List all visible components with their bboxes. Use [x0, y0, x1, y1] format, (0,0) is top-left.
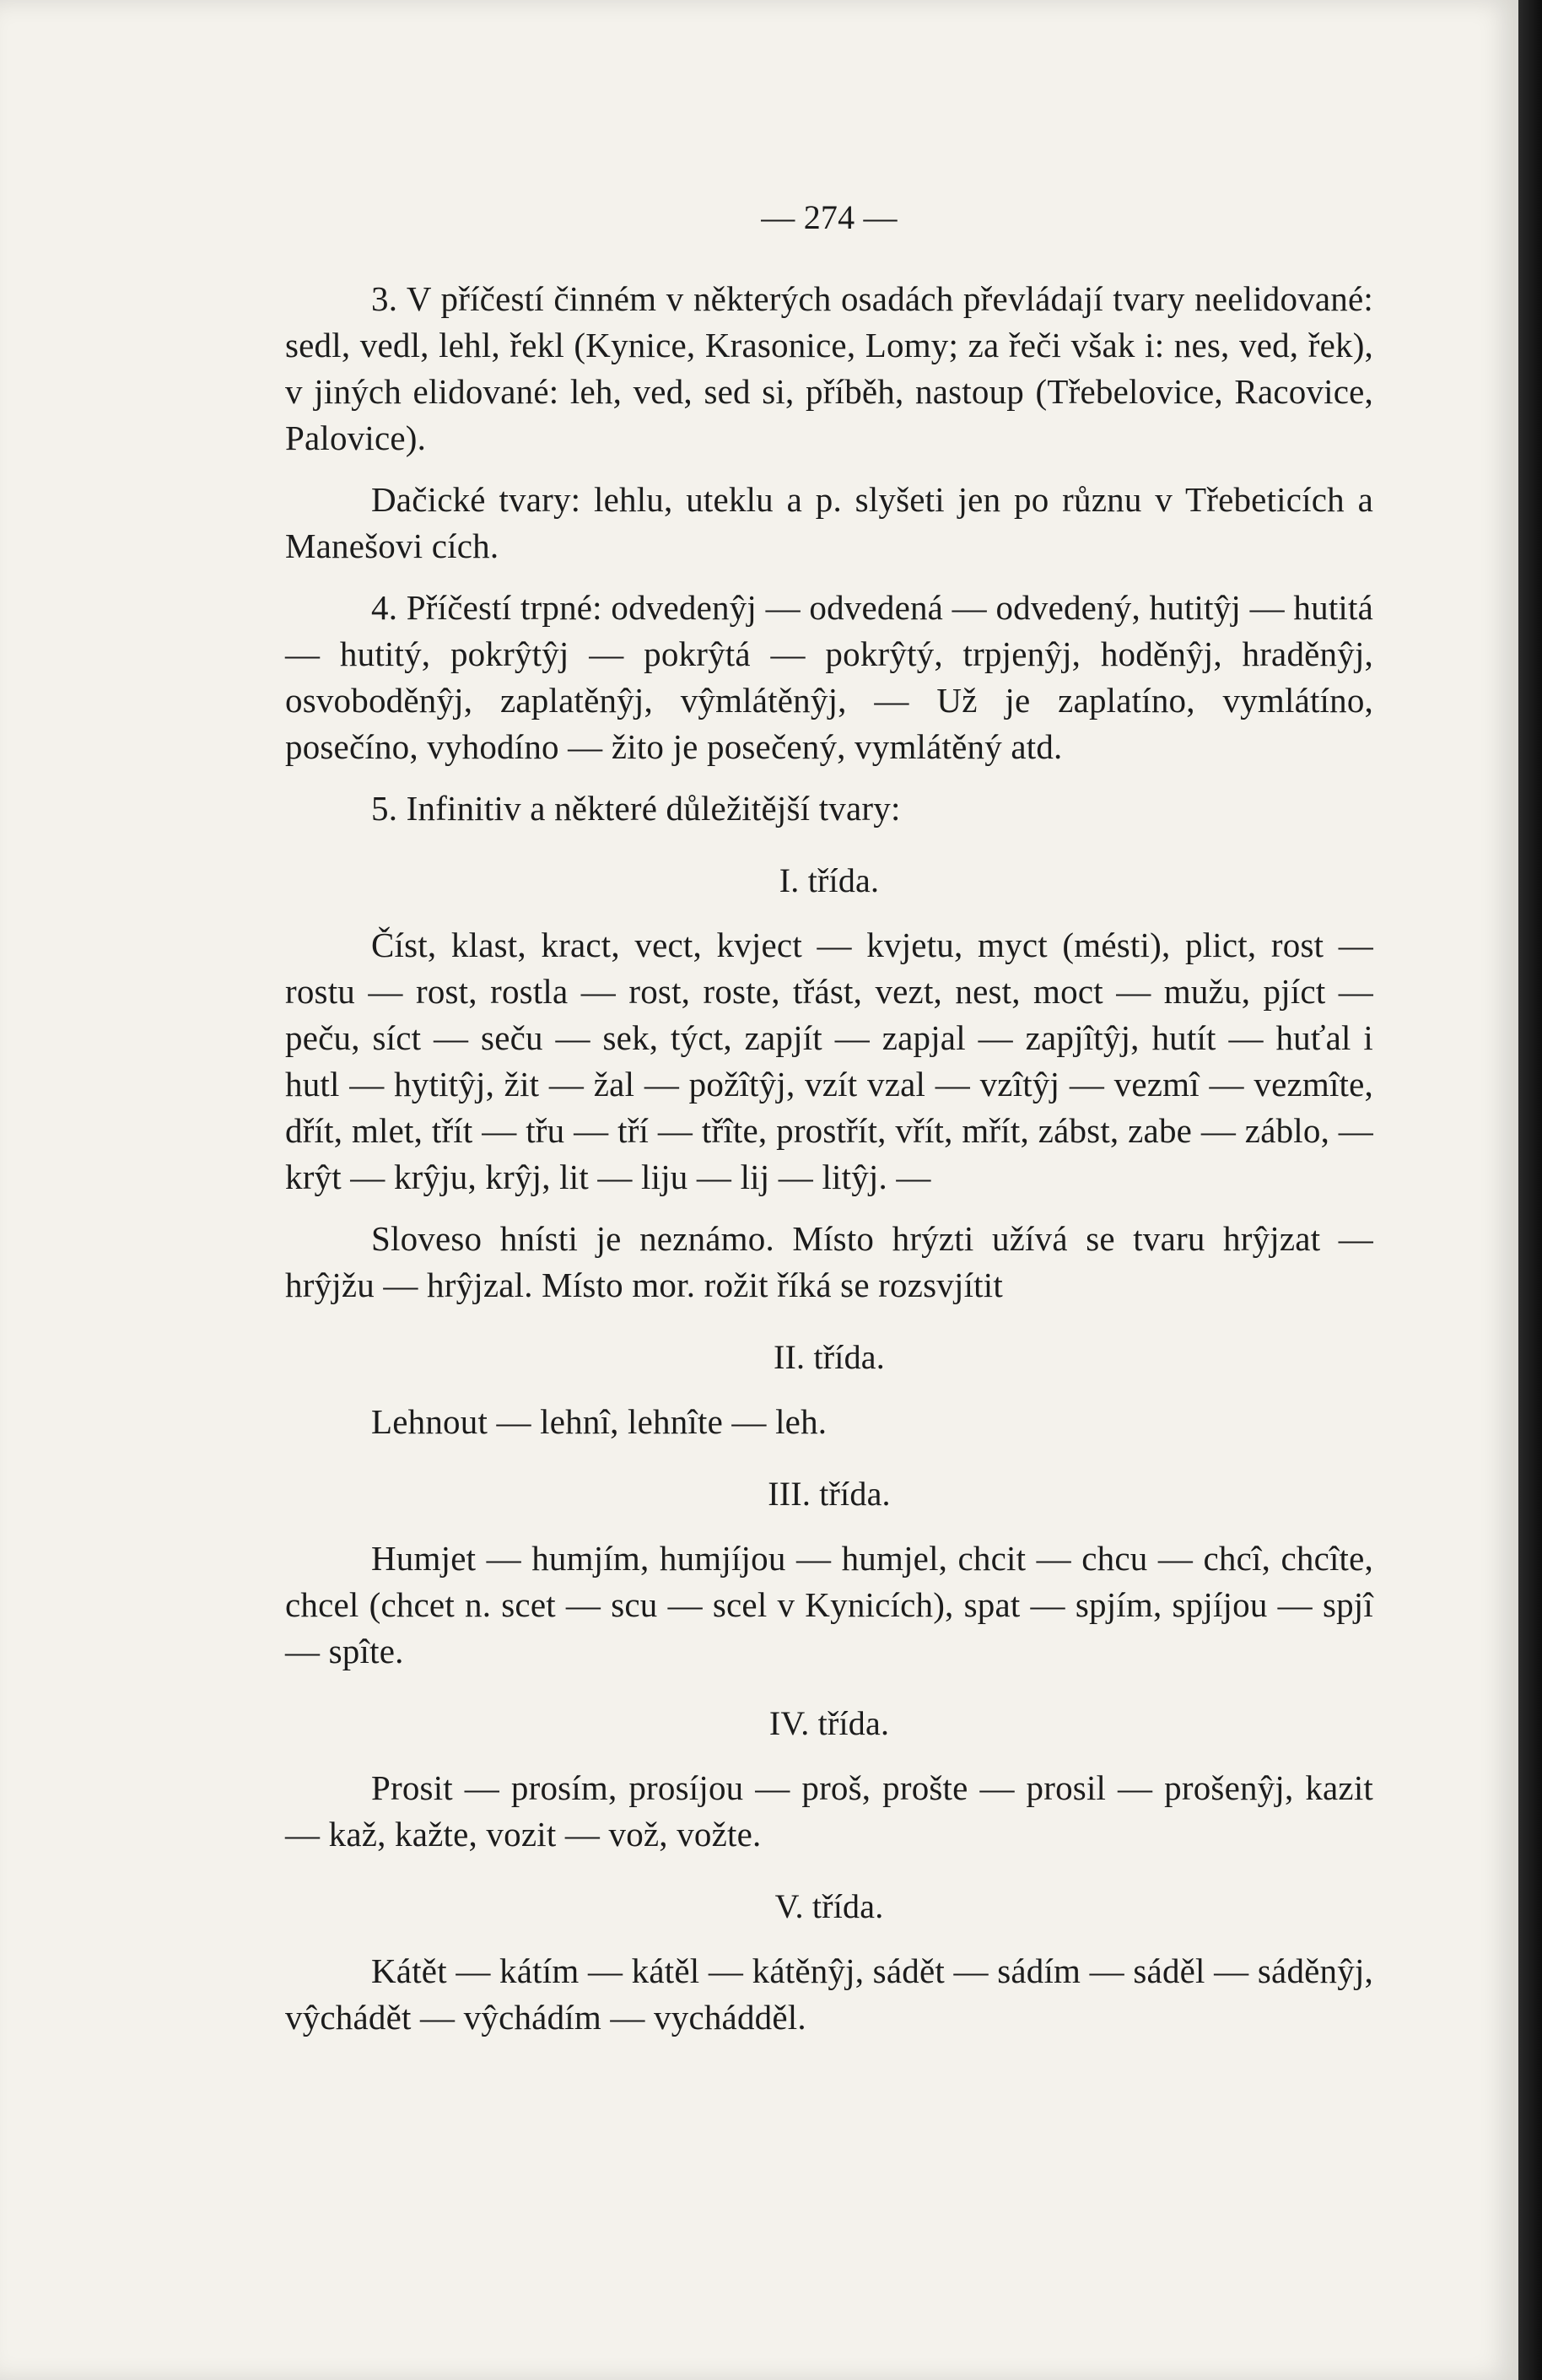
section-heading-class-3: III. třída. — [768, 1475, 891, 1513]
paragraph-infinitive-intro: 5. Infinitiv a některé důležitější tvary: — [371, 789, 901, 828]
paragraph-class-3-verbs: Humjet — humjím, humjíjou — humjel, chcit — chcu — chcî, chcîte, chcel (chcet n. scet — scu — scel v Kynicích), spat — spjím, spjíjou — spjî — spîte. — [285, 1539, 1373, 1670]
paragraph-class-1-verbs: Číst, klast, kract, vect, kvject — kvjetu, myct (mésti), plict, rost — rostu — rost, rostla — rost, roste, třást, vezt, nest, moct — mužu, pjíct — peču, síct — seču — sek, týct, zapjít — zapjal — zapjîtŷj, hutít — huťal i hutl — hytitŷj, žit — žal — požîtŷj, vzít vzal — vzîtŷj — vezmî — vezmîte, dřít, mlet, třít — třu — tří — třîte, prostřít, vřít, mřít, zábst, zabe — záblo, — krŷt — krŷju, krŷj, lit — liju — lij — litŷj. — — [285, 926, 1373, 1196]
section-heading-class-2: II. třída. — [774, 1338, 885, 1376]
paragraph-class-2-verbs: Lehnout — lehnî, lehnîte — leh. — [371, 1402, 828, 1441]
paragraph-class-5-verbs: Kátět — kátím — kátěl — kátěnŷj, sádět — sádím — sáděl — sáděnŷj, vŷchádět — vŷchádím — vychádděl. — [285, 1951, 1373, 2037]
paragraph-class-4-verbs: Prosit — prosím, prosíjou — proš, prošte — prosil — prošenŷj, kazit — kaž, kažte, vozit — vož, vožte. — [285, 1768, 1373, 1854]
section-heading-class-5: V. třída. — [774, 1887, 884, 1925]
paragraph-dacice-forms: Dačické tvary: lehlu, uteklu a p. slyšeti jen po různu v Třebeticích a Manešovi cích. — [285, 480, 1373, 565]
book-binding-edge — [1518, 0, 1542, 2380]
section-heading-class-1: I. třída. — [779, 861, 880, 899]
paragraph-class-1-note: Sloveso hnísti je neznámo. Místo hrýzti užívá se tvaru hrŷjzat — hrŷjžu — hrŷjzal. Místo mor. rožit říká se rozsvjítit — [285, 1219, 1373, 1304]
paragraph-participle-active: 3. V příčestí činném v některých osadách převládají tvary neelidované: sedl, vedl, lehl, řekl (Kynice, Krasonice, Lomy; za řeči však i: nes, ved, řek), v jiných elidované: leh, ved, sed si, příběh, nastoup (Třebelovice, Racovice, Palovice). — [285, 279, 1373, 457]
page-content — [285, 194, 1373, 2056]
paragraph-participle-passive: 4. Příčestí trpné: odvedenŷj — odvedená — odvedený, hutitŷj — hutitá — hutitý, pokrŷtŷj — pokrŷtá — pokrŷtý, trpjenŷj, hoděnŷj, hraděnŷj, osvoboděnŷj, zaplatěnŷj, vŷmlátěnŷj, — Už je zaplatíno, vymlátíno, posečíno, vyhodíno — žito je posečený, vymlátěný atd. — [285, 588, 1373, 766]
section-heading-class-4: IV. třída. — [768, 1704, 890, 1742]
page-number: — 274 — — [761, 198, 898, 236]
